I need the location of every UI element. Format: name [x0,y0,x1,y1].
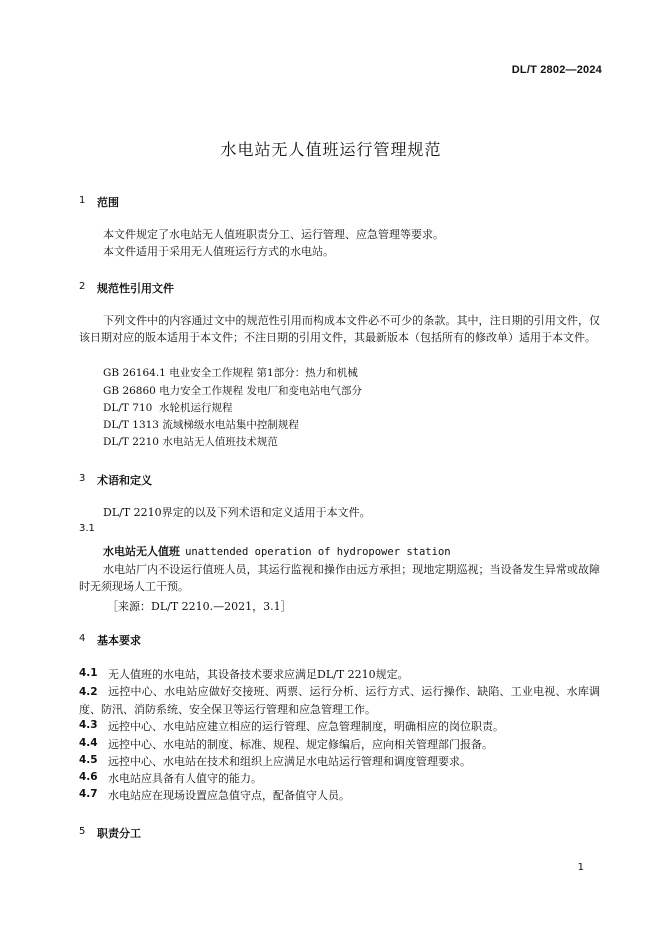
requirement-text: 远控中心、水电站应做好交接班、两票、运行分析、运行方式、运行操作、缺陷、工业电视、水库调度、防汛、消防系统、安全保卫等运行管理和应急管理工作。 [79,685,600,716]
reference-item: DL/T 1313 流域梯级水电站集中控制规程 [103,419,299,431]
requirement-number: 4.5 [79,754,98,766]
requirement-text: 远控中心、水电站的制度、标准、规程、规定修编后，应向相关管理部门报备。 [108,738,493,751]
section-4-number: 4 [79,633,86,644]
section-3-number: 3 [79,473,86,484]
term-heading [103,540,451,559]
term-chinese: 水电站无人值班 [103,545,180,558]
reference-item: GB 26860 电力安全工作规程 发电厂和变电站电气部分 [103,385,363,397]
section-1-title: 范围 [97,196,119,209]
term-english: unattended operation of hydropower station [185,546,451,558]
requirement-number: 4.3 [79,719,98,731]
requirement-text: 水电站应具备有人值守的能力。 [108,772,262,785]
term-source: ［来源：DL/T 2210.—2021，3.1］ [107,600,292,613]
reference-item: DL/T 2210 水电站无人值班技术规范 [103,436,278,448]
section-5-number: 5 [79,826,86,837]
section-4-title: 基本要求 [97,634,141,647]
scope-paragraph: 本文件适用于采用无人值班运行方式的水电站。 [103,245,334,258]
requirement-text: 远控中心、水电站应建立相应的运行管理、应急管理制度，明确相应的岗位职责。 [108,720,504,733]
reference-item: GB 26164.1 电业安全工作规程 第1部分：热力和机械 [103,367,358,379]
scope-paragraph: 本文件规定了水电站无人值班职责分工、运行管理、应急管理等要求。 [103,228,444,241]
requirement-text: 远控中心、水电站在技术和组织上应满足水电站运行管理和调度管理要求。 [108,755,471,768]
requirement-text: 无人值班的水电站，其设备技术要求应满足DL/T 2210规定。 [108,668,409,681]
standard-number: DL/T 2802—2024 [511,64,602,76]
requirement-number: 4.1 [79,667,98,679]
page-number: 1 [577,862,584,873]
section-2-number: 2 [79,281,86,292]
term-number: 3.1 [79,523,95,534]
term-definition: 水电站厂内不设运行值班人员，其运行监视和操作由远方承担；现地定期巡视；当设备发生异常或故障时无须现场人工干预。 [79,563,600,593]
terms-intro: DL/T 2210界定的以及下列术语和定义适用于本文件。 [103,506,371,519]
section-3-title: 术语和定义 [97,474,152,487]
requirement-number: 4.7 [79,788,98,800]
section-2-title: 规范性引用文件 [97,282,174,295]
page-title: 水电站无人值班运行管理规范 [220,140,442,159]
requirement-number: 4.2 [79,686,98,698]
requirement-number: 4.6 [79,771,98,783]
requirement-item [79,683,600,718]
section-1-number: 1 [79,195,86,206]
normative-intro: 下列文件中的内容通过文中的规范性引用而构成本文件必不可少的条款。其中，注日期的引用文件，仅该日期对应的版本适用于本文件；不注日期的引用文件，其最新版本（包括所有的修改单）适用于本文件。 [79,314,600,344]
requirement-text: 水电站应在现场设置应急值守点，配备值守人员。 [108,789,350,802]
reference-item: DL/T 710 水轮机运行规程 [103,402,233,414]
requirement-number: 4.4 [79,737,98,749]
section-5-title: 职责分工 [97,827,141,840]
